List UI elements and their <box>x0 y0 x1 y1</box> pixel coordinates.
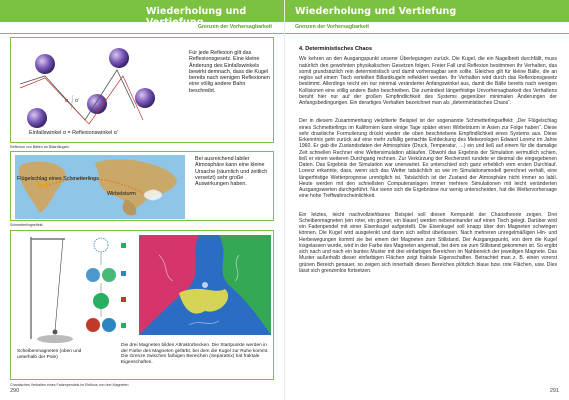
section-title: 4. Deterministisches Chaos <box>299 46 373 52</box>
billiard-diagram <box>15 40 160 140</box>
right-page-number: 291 <box>549 388 559 394</box>
paragraph-2: Der in diesem Zusammenhang vielzitierte Beispiel ist der sogenannte Schmetterlingseffekt: „Der Flügelschlag eines Schmetterlings im Kalifornien kann einige Tage später einen Wirbelsturm in Asien zur Folge haben“. Diese sehr drastische Formulierung drückt wieder die oben beschriebene Empfindlichkeit eines Systems aus. Diese Erkenntnis geht zurück auf eine mehr zufällig gemachte Entdeckung des Meteorologen Edward Lorenz im Jahre 1960. Er gab die Zustandsdaten der Atmosphäre (Druck, Temperatur, …) ein und ließ auf einem für die damalige Zeit schnellen Rechner eine Wettersimulation ablaufen. Obwohl das Ergebnis der Simulation vermutlich schien, ließ er einen weiteren Durchgang rechnen. Zur Verkürzung der Rechenzeit rundete er diesmal die eingegebenen Daten. Das Ergebnis der Simulation war unerwartet. Es unterschied sich ganz erheblich vom ersten Durchlauf. Lorenz erkannte, dass, wenn sich das Wetter tatsächlich so wie im Simulationsmodell gerechnet verhält, eine längerfristige Wetterprognose unmöglich ist. Tatsächlich ist der Zustand der Atmosphäre nicht immer so labil. Heute werden mit den schnellsten Computeranlagen immer mehrere Simulationen mit leicht veränderten Ausgangswerten durchgeführt. Nur wenn sich die Ergebnisse nur wenig unterscheiden, hat die Wettervorhersage eine hohe Treffwahrscheinlichkeit. <box>299 118 557 200</box>
left-subheader-bar <box>0 22 284 34</box>
fractal-pattern <box>139 235 271 335</box>
pendulum-illustration <box>25 235 75 345</box>
figure-butterfly-caption: Schmetterlingseffekt <box>10 223 43 227</box>
right-page <box>285 0 569 400</box>
figure-magnet-text: Die drei Magneten bilden Attraktorbecken. Die Startpunkte werden in der Farbe des Magneten gefärbt, bei dem die Kugel zur Ruhe kommt. Die Grenze zwischen farbigen Bereichen (Separatrix) hat fraktale Eigenschaften. <box>121 343 269 365</box>
body-text <box>299 46 557 279</box>
left-page <box>0 0 284 400</box>
figure-butterfly <box>10 151 274 221</box>
figure-billiard-text: Für jede Reflexion gilt das Reflexionsgesetz. Eine kleine Änderung des Einfallswinkels bewirkt demnach, dass die Kugel bereits nach wenigen Reflexionen eine völlig andere Bahn beschreibt. <box>189 50 270 94</box>
reflection-formula: Einfallswinkel α = Reflexionswinkel α' <box>29 130 118 136</box>
magnets-label: Scheibenmagneten (oben und unterhalb der Pole) <box>17 349 82 360</box>
storm-label: Wirbelsturm <box>107 191 136 197</box>
right-subheader: Grenzen der Vorhersagbarkeit <box>295 24 369 30</box>
angle-alpha-prime-label: α' <box>75 98 79 104</box>
figure-magnet-caption: Chaotisches Verhalten eines Fadenpendels im Einfluss von drei Magneten <box>10 383 129 387</box>
left-header-title: Wiederholung und Vertiefung <box>146 6 247 28</box>
world-map-illustration <box>15 155 185 219</box>
paragraph-3: Ein letztes, leicht nachvollziehbares Beispiel soll diesen Kernpunkt der Chaostheorie zeigen. Drei Scheibenmagneten (ein roter, ein grüner, ein blauer) werden nebeneinander auf einen Tisch gelegt. Darüber wird ein Fadenpendel mit einer Eisenkugel aufgestellt. Die Eisenkugel soll knapp über den Magneten schwingen können. Die Kugel wird ausgelenkt und dann sich selbst überlassen. Nach mehreren unregelmäßigen Hin- und Herbewegungen kommt sie bei einem der Magneten zum Stillstand. Der Ausgangspunkt, von dem die Kugel losgelassen wurde, wird in der Farbe des Magneten angemalt, bei dem sie zum Stillstand gekommen ist. So ergibt sich nach und nach ein buntes Muster mit drei einfarbigen Bereichen im Nahbereich der jeweiligen Magnete. Das Muster außerhalb dieser einfarbigen Flächen zeigt fraktale Eigenschaften. Betrachtet man z. B. einen vorerst grünen Bereich genauer, so zeigen sich innerhalb dieses Bereiches plötzlich blaue bzw. rote Flächen, usw. Dies lässt sich grenzenlos fortsetzen. <box>299 211 557 274</box>
figure-butterfly-text: Bei ausreichend labiler Atmosphäre kann eine kleine Ursache (räumlich und zeitlich versetzt) sehr große Auswirkungen haben. <box>195 156 268 188</box>
figure-billiard-caption: Reflexion von Bällen an Billardkugeln <box>10 145 70 149</box>
angle-alpha-label: α <box>65 98 68 104</box>
left-page-number: 290 <box>10 388 20 394</box>
paragraph-1: Wir kehren an den Ausgangspunkt unserer Überlegungen zurück. Die Kugel, die ein Nagelbrett durchfällt, muss natürlich den gewohnten physikalischen Gesetzen folgen. Freier Fall und Reflexion bestimmen ihr Verhalten, das somit grundsätzlich rein deterministisch und damit vorhersagbar sein sollte. Gleiches gilt für kleine Bälle, die an reglos auf einem Tisch verteilten Billardkugeln reflektiert werden. Ihr Verhalten wird durch das Reflexionsgesetz bestimmt. Allerdings reicht ein nur minimal veränderter Anfangswinkel aus, damit die Bälle bereits nach wenigen Kollisionen eine völlig andere Bahn beschreiben. Die zumindest längerfristige Unvorhersagbarkeit des Verhaltens beruht hier nur auf der großen Empfindlichkeit des Systems gegenüber minimalen Änderungen der Anfangsbedingungen. Ein derartiges Verhalten bezeichnet man als „deterministisches Chaos“. <box>299 56 557 106</box>
right-header-title: Wiederholung und Vertiefung <box>295 6 457 17</box>
figure-magnet-pendulum <box>10 230 274 380</box>
basin-diagram <box>81 235 131 345</box>
right-subheader-bar <box>285 22 569 34</box>
figure-billiard <box>10 37 274 143</box>
right-header-banner <box>285 0 569 22</box>
left-subheader: Grenzen der Vorhersagbarkeit <box>198 24 272 30</box>
butterfly-label: Flügelschlag eines Schmetterlings <box>17 176 99 182</box>
